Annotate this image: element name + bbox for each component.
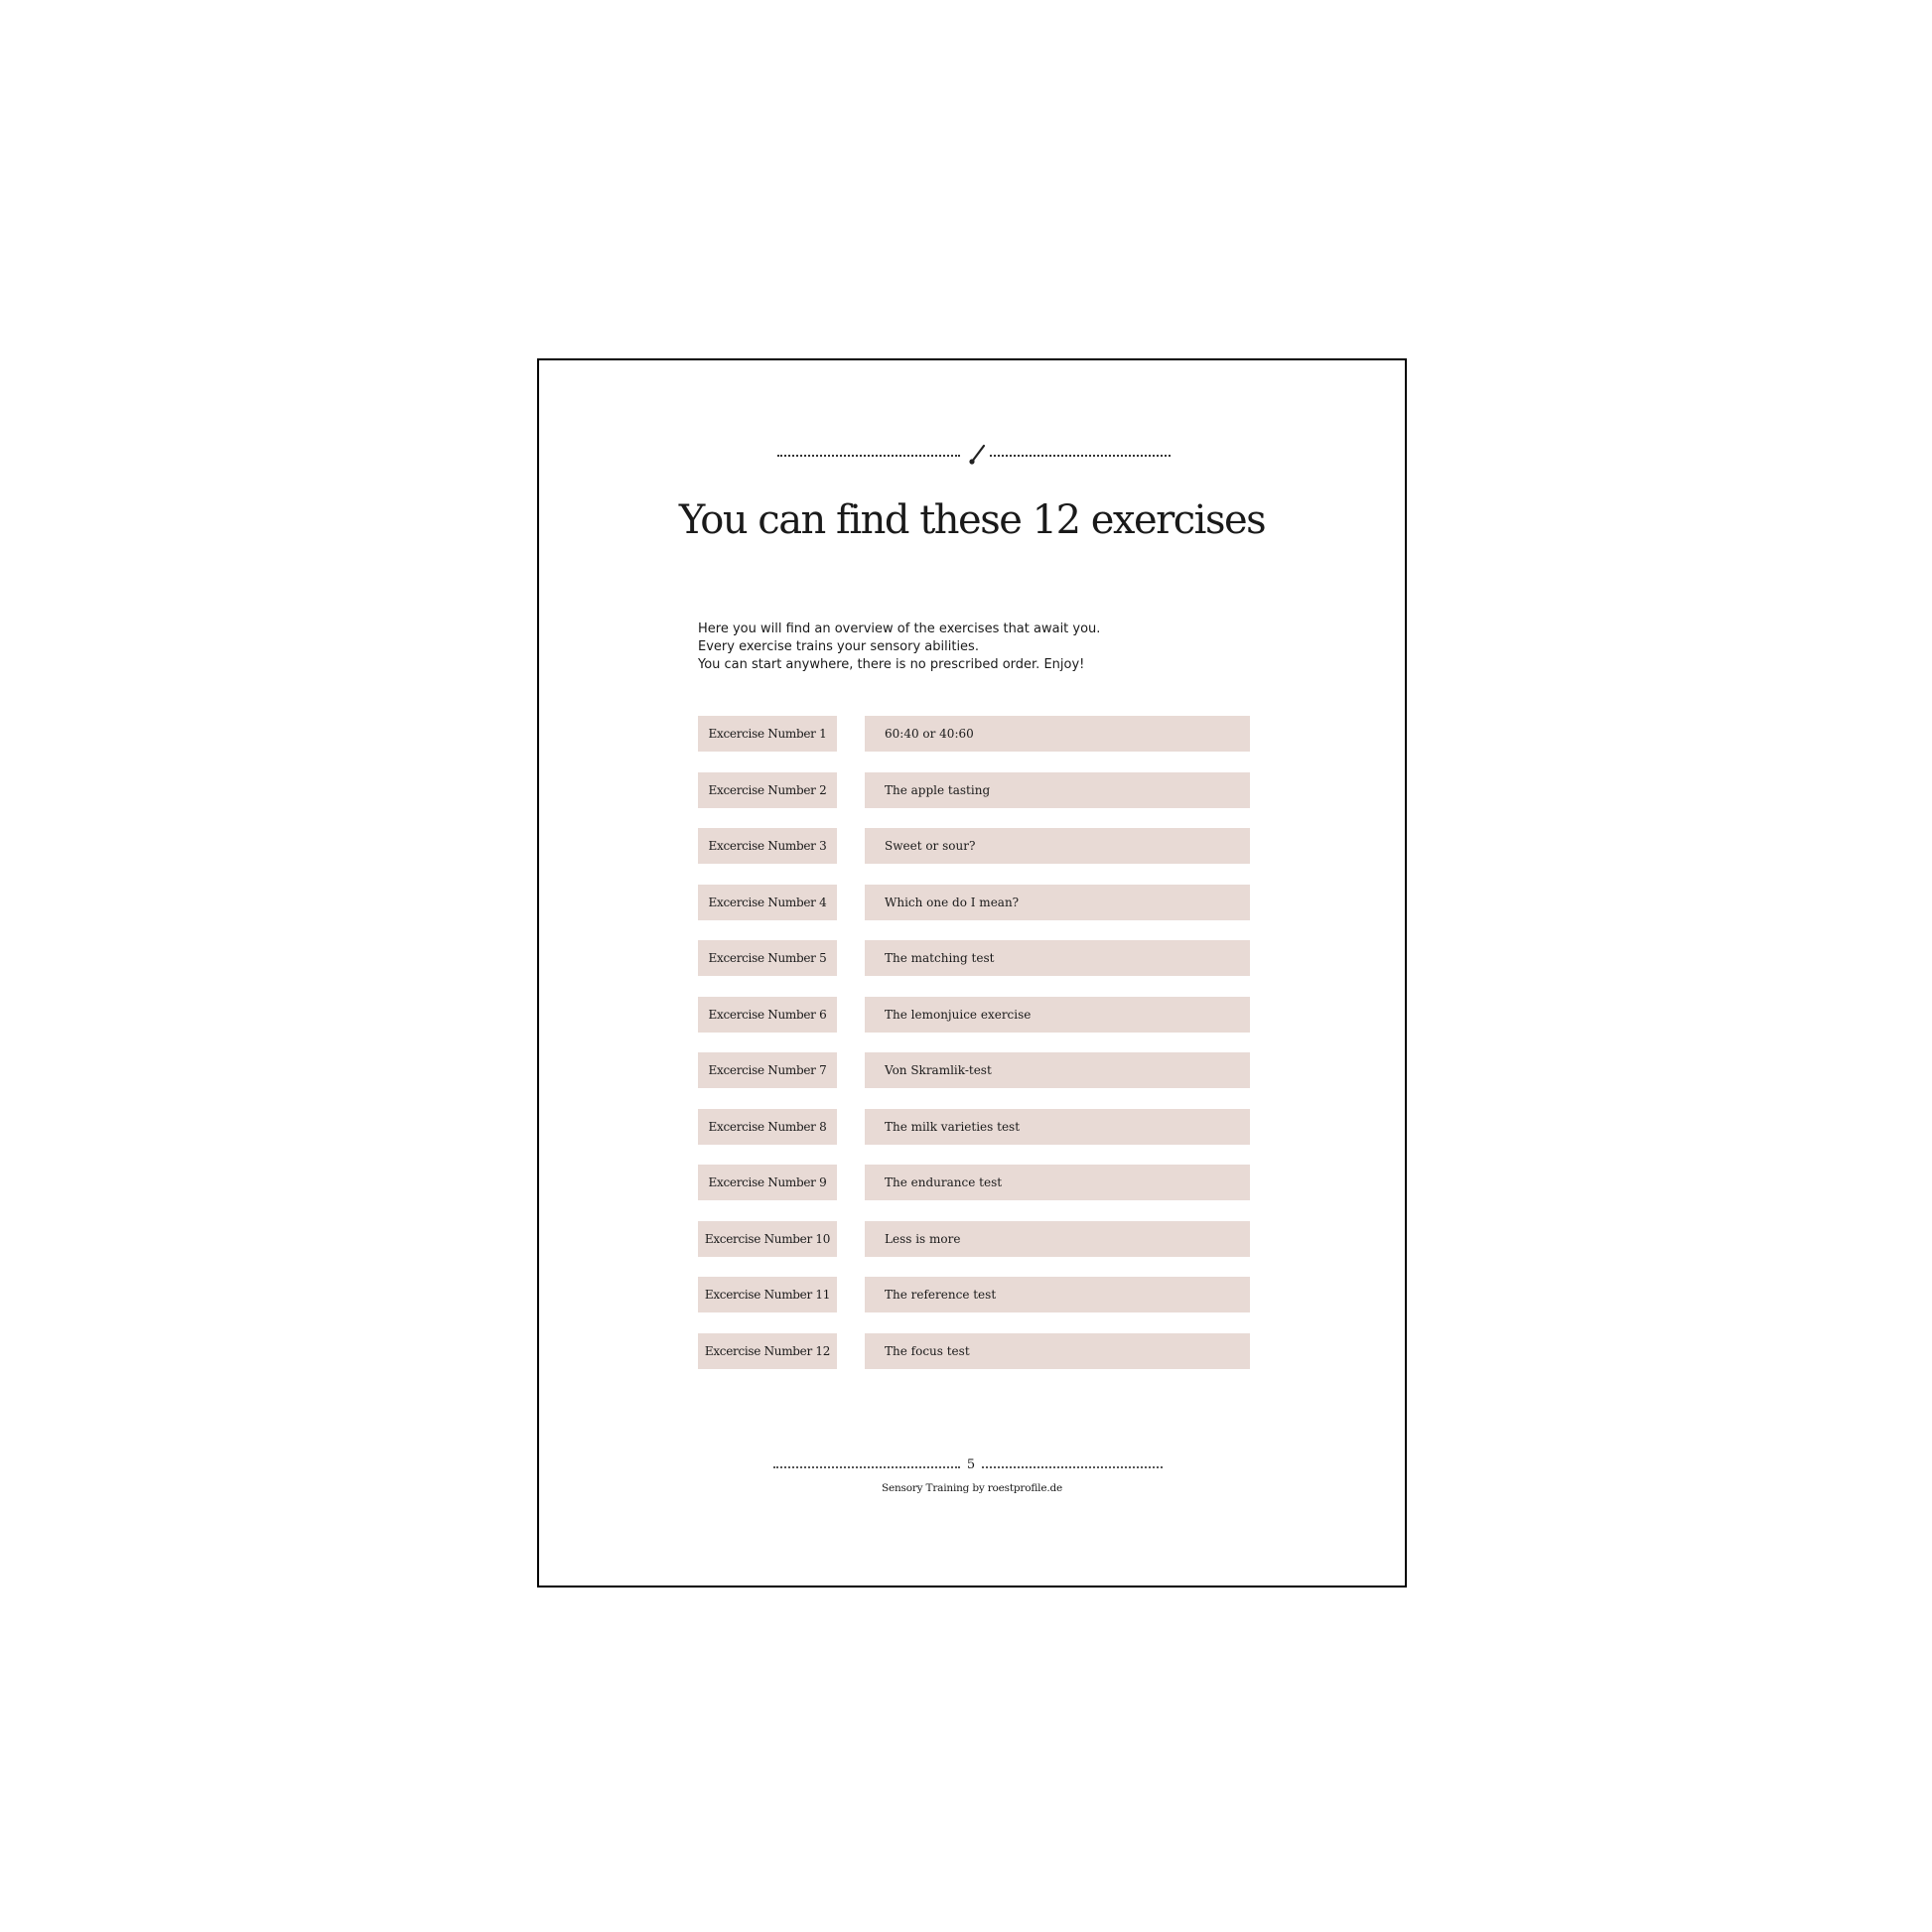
intro-text [698, 621, 1194, 674]
exercise-name: The endurance test [865, 1165, 1250, 1200]
exercise-name: Which one do I mean? [865, 885, 1250, 920]
exercise-row [698, 1109, 1254, 1145]
exercise-row [698, 716, 1254, 752]
exercise-number: Excercise Number 9 [698, 1165, 837, 1200]
ornament-dotted-line-right [990, 455, 1171, 457]
exercise-row [698, 1333, 1254, 1369]
slash-ornament-icon [966, 440, 988, 470]
exercise-number: Excercise Number 6 [698, 997, 837, 1033]
exercise-name: The milk varieties test [865, 1109, 1250, 1145]
exercise-name: Sweet or sour? [865, 828, 1250, 864]
exercise-name: The lemonjuice exercise [865, 997, 1250, 1033]
exercise-row [698, 940, 1254, 976]
exercise-list [698, 716, 1254, 1389]
exercise-number: Excercise Number 11 [698, 1277, 837, 1312]
intro-line: You can start anywhere, there is no prescribed order. Enjoy! [698, 657, 1085, 672]
footer-credit: Sensory Training by roestprofile.de [881, 1482, 1063, 1494]
ornament-dotted-line-left [777, 455, 960, 457]
exercise-row [698, 1165, 1254, 1200]
exercise-name: The apple tasting [865, 772, 1250, 808]
exercise-number: Excercise Number 3 [698, 828, 837, 864]
exercise-number: Excercise Number 7 [698, 1052, 837, 1088]
footer-dotted-line-left [773, 1466, 960, 1468]
exercise-number: Excercise Number 8 [698, 1109, 837, 1145]
exercise-name: Less is more [865, 1221, 1250, 1257]
exercise-number: Excercise Number 1 [698, 716, 837, 752]
document-page [537, 358, 1407, 1587]
intro-line: Here you will find an overview of the exercises that await you. [698, 621, 1101, 636]
exercise-row [698, 828, 1254, 864]
exercise-number: Excercise Number 12 [698, 1333, 837, 1369]
footer-dotted-line-right [982, 1466, 1163, 1468]
exercise-name: The matching test [865, 940, 1250, 976]
exercise-number: Excercise Number 4 [698, 885, 837, 920]
exercise-name: Von Skramlik-test [865, 1052, 1250, 1088]
exercise-row [698, 1221, 1254, 1257]
exercise-name: The focus test [865, 1333, 1250, 1369]
exercise-number: Excercise Number 2 [698, 772, 837, 808]
page-number: 5 [966, 1457, 976, 1472]
exercise-row [698, 997, 1254, 1033]
page-title: You can find these 12 exercises [678, 497, 1266, 543]
exercise-row [698, 1052, 1254, 1088]
exercise-number: Excercise Number 5 [698, 940, 837, 976]
exercise-row [698, 1277, 1254, 1312]
exercise-row [698, 885, 1254, 920]
exercise-number: Excercise Number 10 [698, 1221, 837, 1257]
exercise-name: The reference test [865, 1277, 1250, 1312]
intro-line: Every exercise trains your sensory abilities. [698, 639, 979, 654]
exercise-name: 60:40 or 40:60 [865, 716, 1250, 752]
exercise-row [698, 772, 1254, 808]
footer-ornament [773, 1456, 1163, 1476]
header-ornament [777, 440, 1171, 470]
